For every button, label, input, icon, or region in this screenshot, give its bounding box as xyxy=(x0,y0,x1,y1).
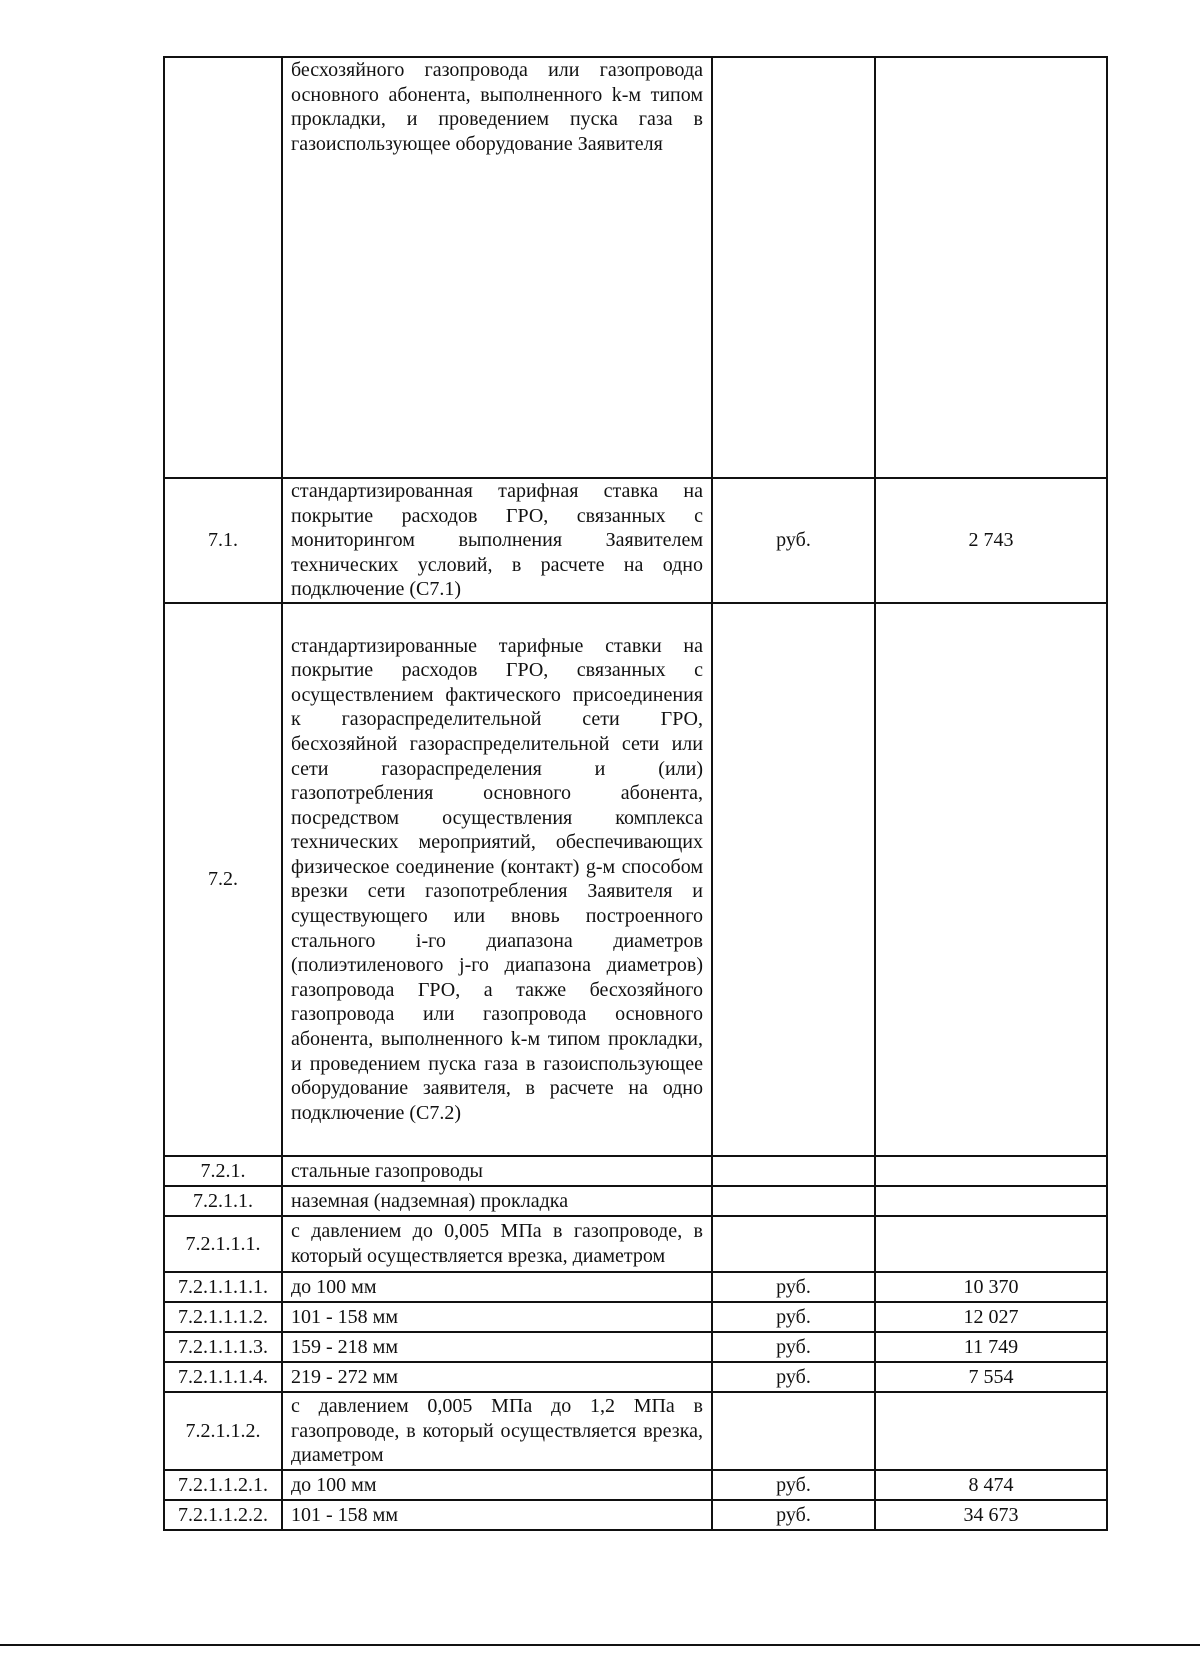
row-value: 8 474 xyxy=(875,1470,1107,1500)
row-description: 101 - 158 мм xyxy=(282,1500,712,1530)
row-unit: руб. xyxy=(712,478,875,603)
row-number: 7.2.1.1.1.4. xyxy=(164,1362,282,1392)
row-number: 7.2.1.1.1.3. xyxy=(164,1332,282,1362)
row-description: бесхозяйного газопровода или газопровода основного абонента, выполненного k-м типом прокладки, и проведением пуска газа в газоиспользующее оборудование Заявителя xyxy=(282,57,712,478)
row-description: с давлением 0,005 МПа до 1,2 МПа в газопроводе, в который осуществляется врезка, диаметром xyxy=(282,1392,712,1470)
row-value xyxy=(875,57,1107,478)
row-number: 7.1. xyxy=(164,478,282,603)
row-description: стандартизированная тарифная ставка на покрытие расходов ГРО, связанных с мониторингом выполнения Заявителем технических условий, в расчете на одно подключение (С7.1) xyxy=(282,478,712,603)
row-value xyxy=(875,603,1107,1156)
row-unit xyxy=(712,603,875,1156)
row-value: 2 743 xyxy=(875,478,1107,603)
row-value xyxy=(875,1392,1107,1470)
row-value: 34 673 xyxy=(875,1500,1107,1530)
row-unit xyxy=(712,1392,875,1470)
table-row xyxy=(164,1500,1107,1530)
tariff-table xyxy=(163,56,1108,1531)
row-description: стальные газопроводы xyxy=(282,1156,712,1186)
row-number xyxy=(164,57,282,478)
table-row xyxy=(164,1470,1107,1500)
row-number: 7.2.1.1.2.1. xyxy=(164,1470,282,1500)
row-value: 12 027 xyxy=(875,1302,1107,1332)
row-unit: руб. xyxy=(712,1332,875,1362)
row-description: 101 - 158 мм xyxy=(282,1302,712,1332)
table-row xyxy=(164,57,1107,478)
row-unit xyxy=(712,1216,875,1272)
row-description: до 100 мм xyxy=(282,1272,712,1302)
table-row xyxy=(164,603,1107,1156)
row-description: наземная (надземная) прокладка xyxy=(282,1186,712,1216)
row-description: стандартизированные тарифные ставки на покрытие расходов ГРО, связанных с осуществлением фактического присоединения к газораспределительной сети ГРО, бесхозяйной газораспределительной сети или сети газораспределения и (или) газопотребления основного абонента, посредством осуществления комплекса технических мероприятий, обеспечивающих физическое соединение (контакт) g-м способом врезки сети газопотребления Заявителя и существующего или вновь построенного стального i-го диапазона диаметров (полиэтиленового j-го диапазона диаметров) газопровода ГРО, а также бесхозяйного газопровода или газопровода основного абонента, выполненного k-м типом прокладки, и проведением пуска газа в газоиспользующее оборудование заявителя, в расчете на одно подключение (С7.2) xyxy=(282,603,712,1156)
table-row xyxy=(164,1332,1107,1362)
table-row xyxy=(164,1362,1107,1392)
row-value: 7 554 xyxy=(875,1362,1107,1392)
row-unit xyxy=(712,57,875,478)
table-row xyxy=(164,478,1107,603)
row-number: 7.2.1. xyxy=(164,1156,282,1186)
row-value xyxy=(875,1186,1107,1216)
table-row xyxy=(164,1186,1107,1216)
row-description: 159 - 218 мм xyxy=(282,1332,712,1362)
row-description: до 100 мм xyxy=(282,1470,712,1500)
row-value: 10 370 xyxy=(875,1272,1107,1302)
row-number: 7.2.1.1.1.1. xyxy=(164,1272,282,1302)
row-unit xyxy=(712,1186,875,1216)
row-number: 7.2.1.1.1.2. xyxy=(164,1302,282,1332)
row-description: 219 - 272 мм xyxy=(282,1362,712,1392)
row-unit: руб. xyxy=(712,1272,875,1302)
row-unit: руб. xyxy=(712,1470,875,1500)
row-unit xyxy=(712,1156,875,1186)
table-row xyxy=(164,1302,1107,1332)
row-value xyxy=(875,1156,1107,1186)
table-row xyxy=(164,1216,1107,1272)
row-number: 7.2.1.1. xyxy=(164,1186,282,1216)
row-number: 7.2. xyxy=(164,603,282,1156)
page-bottom-rule xyxy=(0,1644,1200,1646)
row-unit: руб. xyxy=(712,1500,875,1530)
row-number: 7.2.1.1.2.2. xyxy=(164,1500,282,1530)
row-value xyxy=(875,1216,1107,1272)
row-number: 7.2.1.1.1. xyxy=(164,1216,282,1272)
row-number: 7.2.1.1.2. xyxy=(164,1392,282,1470)
table-row xyxy=(164,1156,1107,1186)
row-unit: руб. xyxy=(712,1302,875,1332)
table-row xyxy=(164,1272,1107,1302)
row-description: с давлением до 0,005 МПа в газопроводе, в который осуществляется врезка, диаметром xyxy=(282,1216,712,1272)
row-unit: руб. xyxy=(712,1362,875,1392)
table-row xyxy=(164,1392,1107,1470)
row-value: 11 749 xyxy=(875,1332,1107,1362)
